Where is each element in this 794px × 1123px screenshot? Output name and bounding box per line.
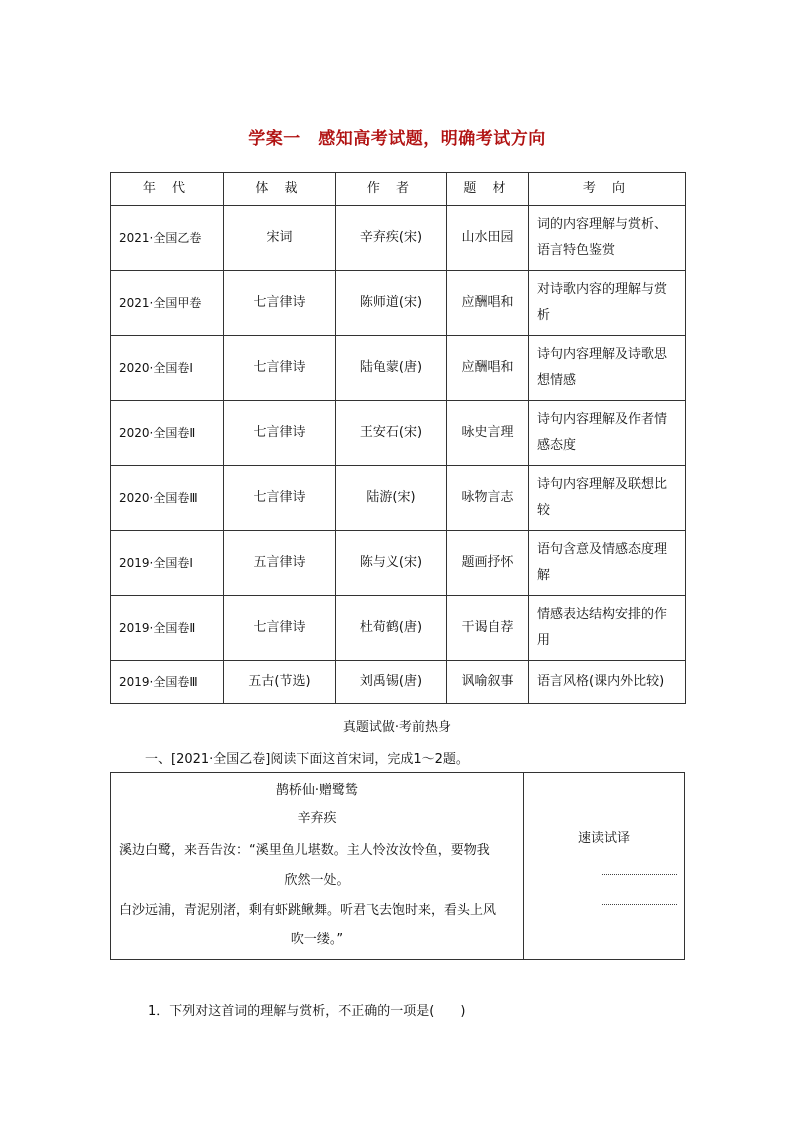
cell-focus: 诗句内容理解及诗歌思想情感 xyxy=(529,336,686,401)
table-row xyxy=(111,271,686,336)
section-title: 真题试做·考前热身 xyxy=(342,720,452,735)
cell-year: 2021·全国甲卷 xyxy=(111,271,224,336)
cell-genre: 七言律诗 xyxy=(224,596,336,661)
poem-line: 溪边白鹭，来吾告汝：“溪里鱼儿堪数。主人怜汝汝怜鱼，要物我 xyxy=(119,843,490,858)
answer-line[interactable] xyxy=(602,904,677,905)
cell-theme: 题画抒怀 xyxy=(447,531,529,596)
cell-author: 陈与义(宋) xyxy=(336,531,447,596)
cell-genre: 七言律诗 xyxy=(224,336,336,401)
table-row xyxy=(111,336,686,401)
table-row xyxy=(111,206,686,271)
cell-year: 2020·全国卷Ⅰ xyxy=(111,336,224,401)
cell-year: 2020·全国卷Ⅲ xyxy=(111,466,224,531)
header-theme: 题 材 xyxy=(447,173,529,206)
page-title: 学案一 感知高考试题，明确考试方向 xyxy=(248,129,546,149)
cell-theme: 应酬唱和 xyxy=(447,336,529,401)
cell-theme: 咏史言理 xyxy=(447,401,529,466)
cell-theme: 山水田园 xyxy=(447,206,529,271)
header-author: 作 者 xyxy=(336,173,447,206)
translation-panel xyxy=(524,773,684,959)
poem-box xyxy=(110,772,685,960)
poem-line: 白沙远浦，青泥别渚，剩有虾跳鳅舞。听君飞去饱时来，看头上风 xyxy=(119,903,497,918)
cell-genre: 五古(节选) xyxy=(224,661,336,704)
cell-focus: 语言风格(课内外比较) xyxy=(529,661,686,704)
answer-line[interactable] xyxy=(602,874,677,875)
cell-year: 2019·全国卷Ⅲ xyxy=(111,661,224,704)
poem-title: 鹊桥仙·赠鹭鸶 xyxy=(275,783,359,798)
poem-author: 辛弃疾 xyxy=(297,811,337,826)
question-intro: 一、[2021·全国乙卷]阅读下面这首宋词，完成1～2题。 xyxy=(145,752,469,767)
cell-author: 陈师道(宋) xyxy=(336,271,447,336)
cell-theme: 讽喻叙事 xyxy=(447,661,529,704)
cell-focus: 语句含意及情感态度理解 xyxy=(529,531,686,596)
cell-focus: 诗句内容理解及联想比较 xyxy=(529,466,686,531)
cell-focus: 情感表达结构安排的作用 xyxy=(529,596,686,661)
cell-author: 杜荀鹤(唐) xyxy=(336,596,447,661)
cell-theme: 咏物言志 xyxy=(447,466,529,531)
cell-author: 刘禹锡(唐) xyxy=(336,661,447,704)
cell-focus: 对诗歌内容的理解与赏析 xyxy=(529,271,686,336)
cell-author: 陆游(宋) xyxy=(336,466,447,531)
cell-genre: 五言律诗 xyxy=(224,531,336,596)
cell-genre: 七言律诗 xyxy=(224,466,336,531)
table-row xyxy=(111,466,686,531)
cell-genre: 七言律诗 xyxy=(224,401,336,466)
table-row xyxy=(111,401,686,466)
cell-focus: 诗句内容理解及作者情感态度 xyxy=(529,401,686,466)
poem-line: 欣然一处。 xyxy=(284,873,350,888)
header-year: 年 代 xyxy=(111,173,224,206)
cell-year: 2020·全国卷Ⅱ xyxy=(111,401,224,466)
table-row xyxy=(111,596,686,661)
translation-label: 速读试译 xyxy=(577,831,630,846)
poem-text-panel xyxy=(111,773,524,959)
table-header-row xyxy=(111,173,686,206)
cell-author: 辛弃疾(宋) xyxy=(336,206,447,271)
cell-theme: 干谒自荐 xyxy=(447,596,529,661)
cell-genre: 七言律诗 xyxy=(224,271,336,336)
cell-author: 王安石(宋) xyxy=(336,401,447,466)
cell-year: 2021·全国乙卷 xyxy=(111,206,224,271)
header-focus: 考 向 xyxy=(529,173,686,206)
cell-author: 陆龟蒙(唐) xyxy=(336,336,447,401)
cell-theme: 应酬唱和 xyxy=(447,271,529,336)
cell-year: 2019·全国卷Ⅰ xyxy=(111,531,224,596)
header-genre: 体 裁 xyxy=(224,173,336,206)
exam-table xyxy=(110,172,686,704)
cell-focus: 词的内容理解与赏析、语言特色鉴赏 xyxy=(529,206,686,271)
poem-line: 吹一缕。” xyxy=(290,932,344,947)
cell-year: 2019·全国卷Ⅱ xyxy=(111,596,224,661)
table-row xyxy=(111,661,686,704)
question-1: 1．下列对这首词的理解与赏析，不正确的一项是( ) xyxy=(148,1004,466,1019)
table-row xyxy=(111,531,686,596)
cell-genre: 宋词 xyxy=(224,206,336,271)
